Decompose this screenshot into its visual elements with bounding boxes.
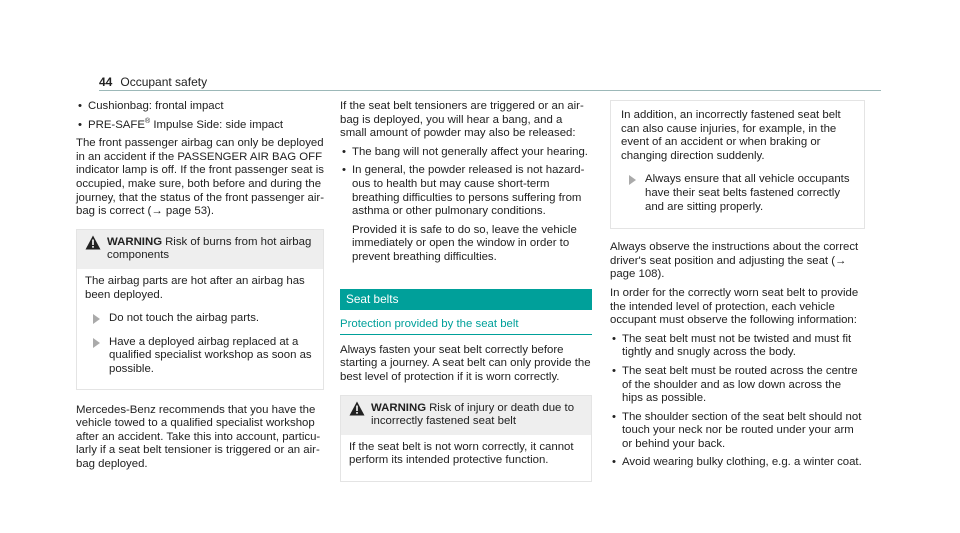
warning-body: The airbag parts are hot after an airbag has been deployed. Do not touch the airbag parts. Have a deployed airbag replaced at a qualified specialist workshop as soon as possible. [77, 269, 323, 389]
list-item: • The seat belt must not be twisted and must fit tightly and snugly across the body. [610, 333, 865, 360]
page-number: 44 [99, 75, 113, 89]
list-item: • The shoulder section of the seat belt should not touch your neck nor be routed under your arm or behind your back. [610, 411, 865, 452]
list-item: • In general, the powder released is not hazard-ous to health but may cause short-term breathing difficulties to persons suffering from asthma or other pulmonary conditions. [340, 164, 592, 218]
arrow-right-icon [629, 175, 636, 185]
list-item: • The bang will not generally affect your hearing. [340, 146, 592, 160]
warning-continuation-box: In addition, an incorrectly fastened seat belt can also cause injuries, for example, in the event of an accident or when braking or changing direction suddenly. Always ensure that all vehicle occupants have their seat belts fastened correctly and are sitting properly. [610, 100, 865, 229]
warning-box [76, 229, 324, 390]
section-heading: Seat belts [340, 289, 592, 311]
list-item: • PRE-SAFE® Impulse Side: side impact [76, 119, 324, 133]
warning-triangle-icon [349, 401, 365, 416]
list-item: • Avoid wearing bulky clothing, e.g. a winter coat. [610, 456, 865, 470]
warning-box [340, 395, 592, 482]
arrow-right-icon [93, 338, 100, 348]
seat-belt-rules-list [610, 333, 865, 470]
header-rule [99, 90, 881, 91]
instruction-step: Do not touch the airbag parts. [85, 312, 315, 326]
instruction-step: Always ensure that all vehicle occupants have their seat belts fastened correctly and are sitting properly. [621, 173, 854, 214]
registered-mark: ® [144, 117, 151, 125]
paragraph: If the seat belt tensioners are triggered or an air-bag is deployed, you will hear a bang, and a small amount of powder may also be released: [340, 100, 584, 140]
column-1 [76, 100, 324, 476]
header-section-title: Occupant safety [120, 75, 208, 89]
airbag-type-list [76, 100, 324, 132]
subsection-heading: Protection provided by the seat belt [340, 310, 592, 335]
instruction-step: Have a deployed airbag replaced at a qualified specialist workshop as soon as possible. [85, 336, 315, 377]
warning-text: Risk of injury or death due to incorrectly fastened seat belt [371, 401, 575, 428]
paragraph: In order for the correctly worn seat belt to provide the intended level of protection, each vehicle occupant must observe the following information: [610, 286, 859, 327]
effects-list [340, 146, 592, 219]
arrow-right-icon [93, 314, 100, 324]
paragraph: Always fasten your seat belt correctly before starting a journey. A seat belt can only provide the best level of protection if it is worn correctly. [340, 343, 591, 383]
warning-header [77, 230, 323, 269]
paragraph: Mercedes-Benz recommends that you have the vehicle towed to a qualified specialist workshop after an accident. Take this into account, particu-larly if a seat belt tensioner is triggered or an air-bag deployed. [76, 403, 321, 470]
page-header [99, 76, 207, 90]
note-paragraph: Provided it is safe to do so, leave the vehicle immediately or open the window in order to prevent breathing difficulties. [352, 223, 577, 263]
paragraph: Always observe the instructions about the correct driver's seat position and adjusting the seat (→ page 108). [610, 241, 859, 281]
column-2 [340, 100, 592, 496]
warning-body: If the seat belt is not worn correctly, it cannot perform its intended protective function. [349, 440, 574, 467]
list-item: • Cushionbag: frontal impact [76, 100, 324, 114]
warning-header [341, 396, 591, 435]
warning-triangle-icon [85, 235, 101, 250]
paragraph: The front passenger airbag can only be deployed in an accident if the PASSENGER AIR BAG OFF indicator lamp is off. If the front passenger seat is occupied, make sure, both before and during the journey, that the status of the front passenger air-bag is correct (→ page 53). [76, 137, 324, 218]
warning-label: WARNING [107, 235, 163, 248]
column-3 [610, 100, 865, 475]
warning-label: WARNING [371, 401, 427, 414]
list-item: • The seat belt must be routed across the centre of the shoulder and as low down across the hips as possible. [610, 365, 865, 406]
warning-text: Risk of burns from hot airbag components [107, 235, 312, 262]
